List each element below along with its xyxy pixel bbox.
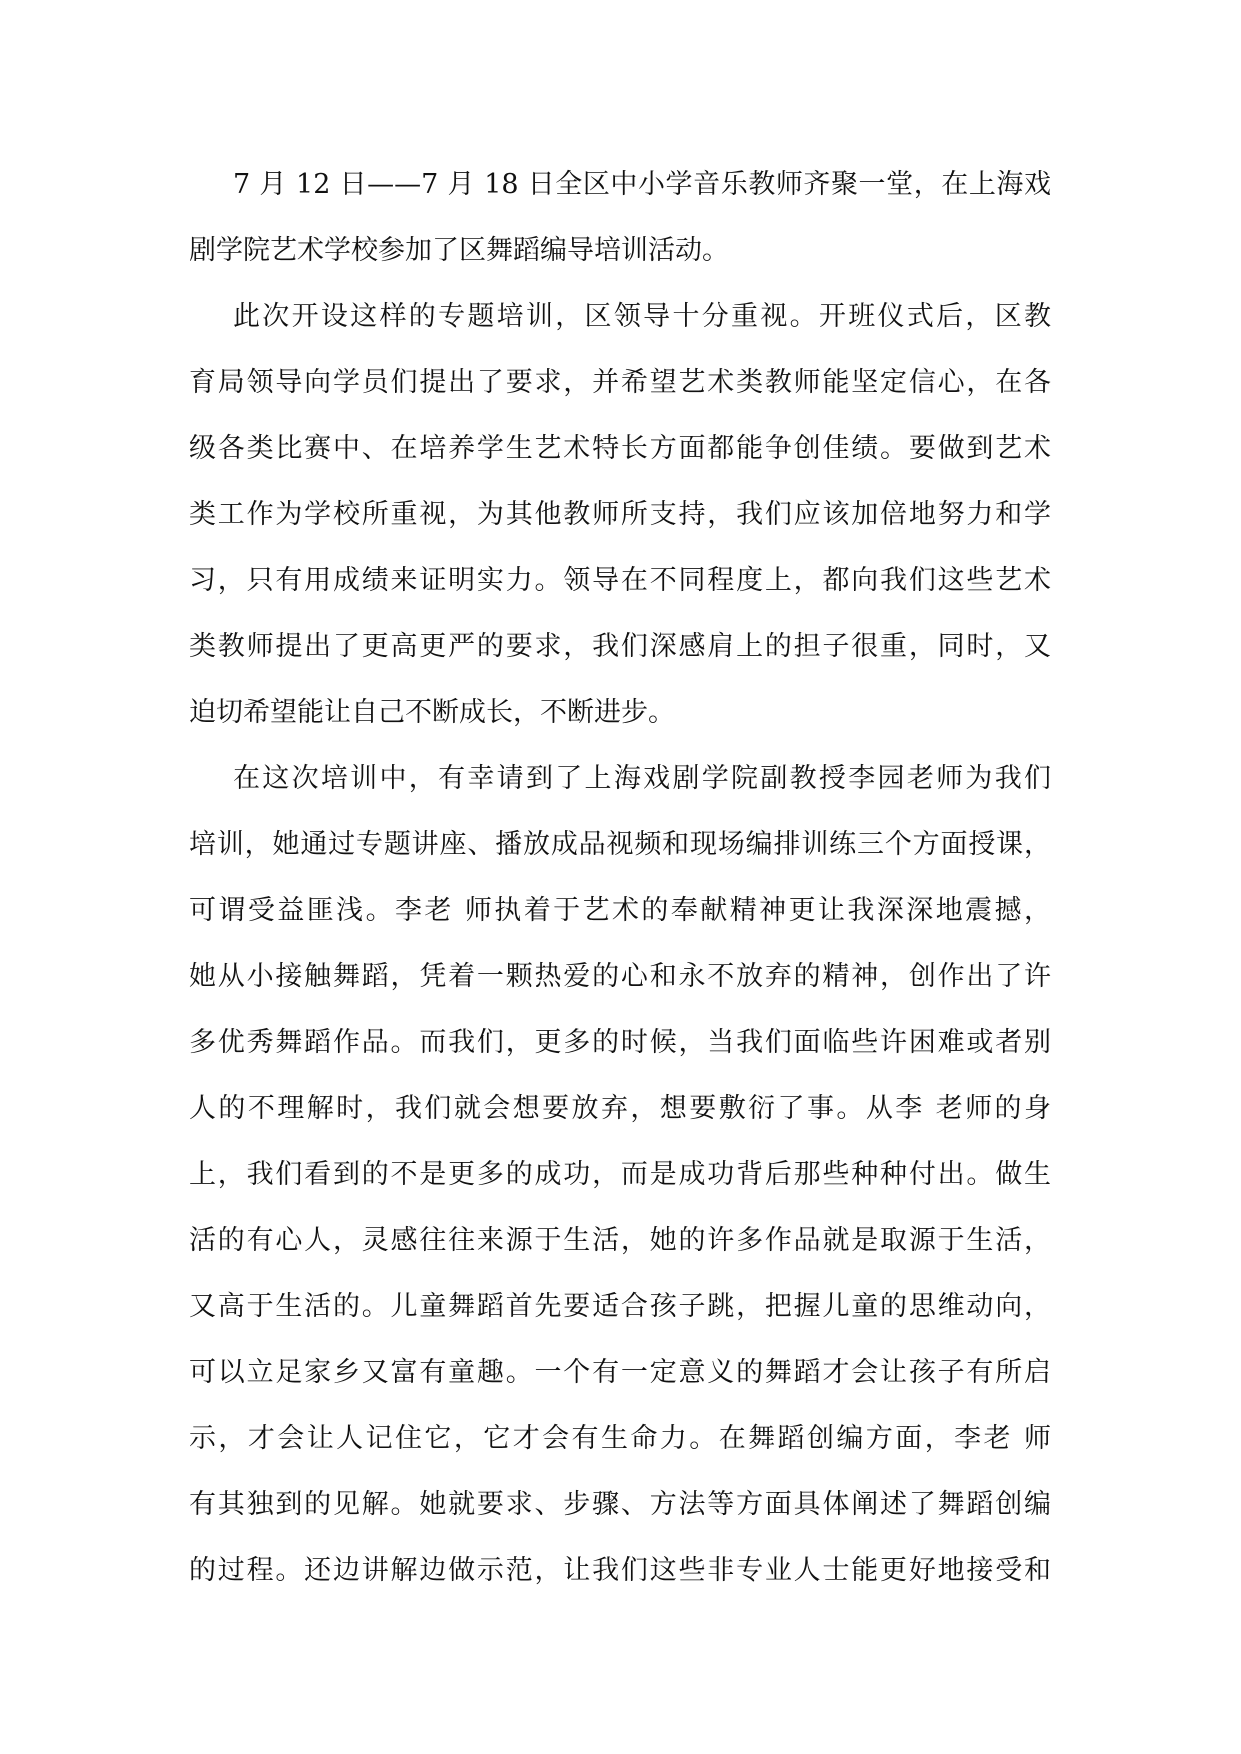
paragraph-3-line-12: 有其独到的见解。她就要求、步骤、方法等方面具体阐述了舞蹈创编 [189,1489,1051,1520]
document-body [189,152,1051,1604]
paragraph-3-line-9: 又高于生活的。儿童舞蹈首先要适合孩子跳，把握儿童的思维动向， [189,1291,1051,1322]
paragraph-2-line-6: 类教师提出了更高更严的要求，我们深感肩上的担子很重，同时，又 [189,631,1051,662]
paragraph-1-line-2: 剧学院艺术学校参加了区舞蹈编导培训活动。 [189,235,729,266]
paragraph-3-line-3: 可谓受益匪浅。李老 师执着于艺术的奉献精神更让我深深地震撼， [189,895,1051,926]
paragraph-3-line-13: 的过程。还边讲解边做示范，让我们这些非专业人士能更好地接受和 [189,1555,1051,1586]
paragraph-1-line-1: 7 月 12 日——7 月 18 日全区中小学音乐教师齐聚一堂，在上海戏 [233,169,1051,200]
paragraph-2-line-1: 此次开设这样的专题培训，区领导十分重视。开班仪式后，区教 [233,301,1051,332]
paragraph-3-line-10: 可以立足家乡又富有童趣。一个有一定意义的舞蹈才会让孩子有所启 [189,1357,1051,1388]
paragraph-2-line-7: 迫切希望能让自己不断成长，不断进步。 [189,697,675,728]
paragraph-3-line-11: 示，才会让人记住它，它才会有生命力。在舞蹈创编方面，李老 师 [189,1423,1051,1454]
paragraph-2-line-3: 级各类比赛中、在培养学生艺术特长方面都能争创佳绩。要做到艺术 [189,433,1051,464]
paragraph-3-line-6: 人的不理解时，我们就会想要放弃，想要敷衍了事。从李 老师的身 [189,1093,1051,1124]
paragraph-2-line-5: 习，只有用成绩来证明实力。领导在不同程度上，都向我们这些艺术 [189,565,1051,596]
paragraph-3-line-5: 多优秀舞蹈作品。而我们，更多的时候，当我们面临些许困难或者别 [189,1027,1051,1058]
paragraph-3-line-7: 上，我们看到的不是更多的成功，而是成功背后那些种种付出。做生 [189,1159,1051,1190]
paragraph-3-line-4: 她从小接触舞蹈，凭着一颗热爱的心和永不放弃的精神，创作出了许 [189,961,1051,992]
paragraph-3-line-1: 在这次培训中，有幸请到了上海戏剧学院副教授李园老师为我们 [233,763,1051,794]
paragraph-3-line-8: 活的有心人，灵感往往来源于生活，她的许多作品就是取源于生活， [189,1225,1051,1256]
paragraph-2-line-4: 类工作为学校所重视，为其他教师所支持，我们应该加倍地努力和学 [189,499,1051,530]
paragraph-2-line-2: 育局领导向学员们提出了要求，并希望艺术类教师能坚定信心，在各 [189,367,1051,398]
paragraph-3-line-2: 培训，她通过专题讲座、播放成品视频和现场编排训练三个方面授课， [189,829,1051,860]
